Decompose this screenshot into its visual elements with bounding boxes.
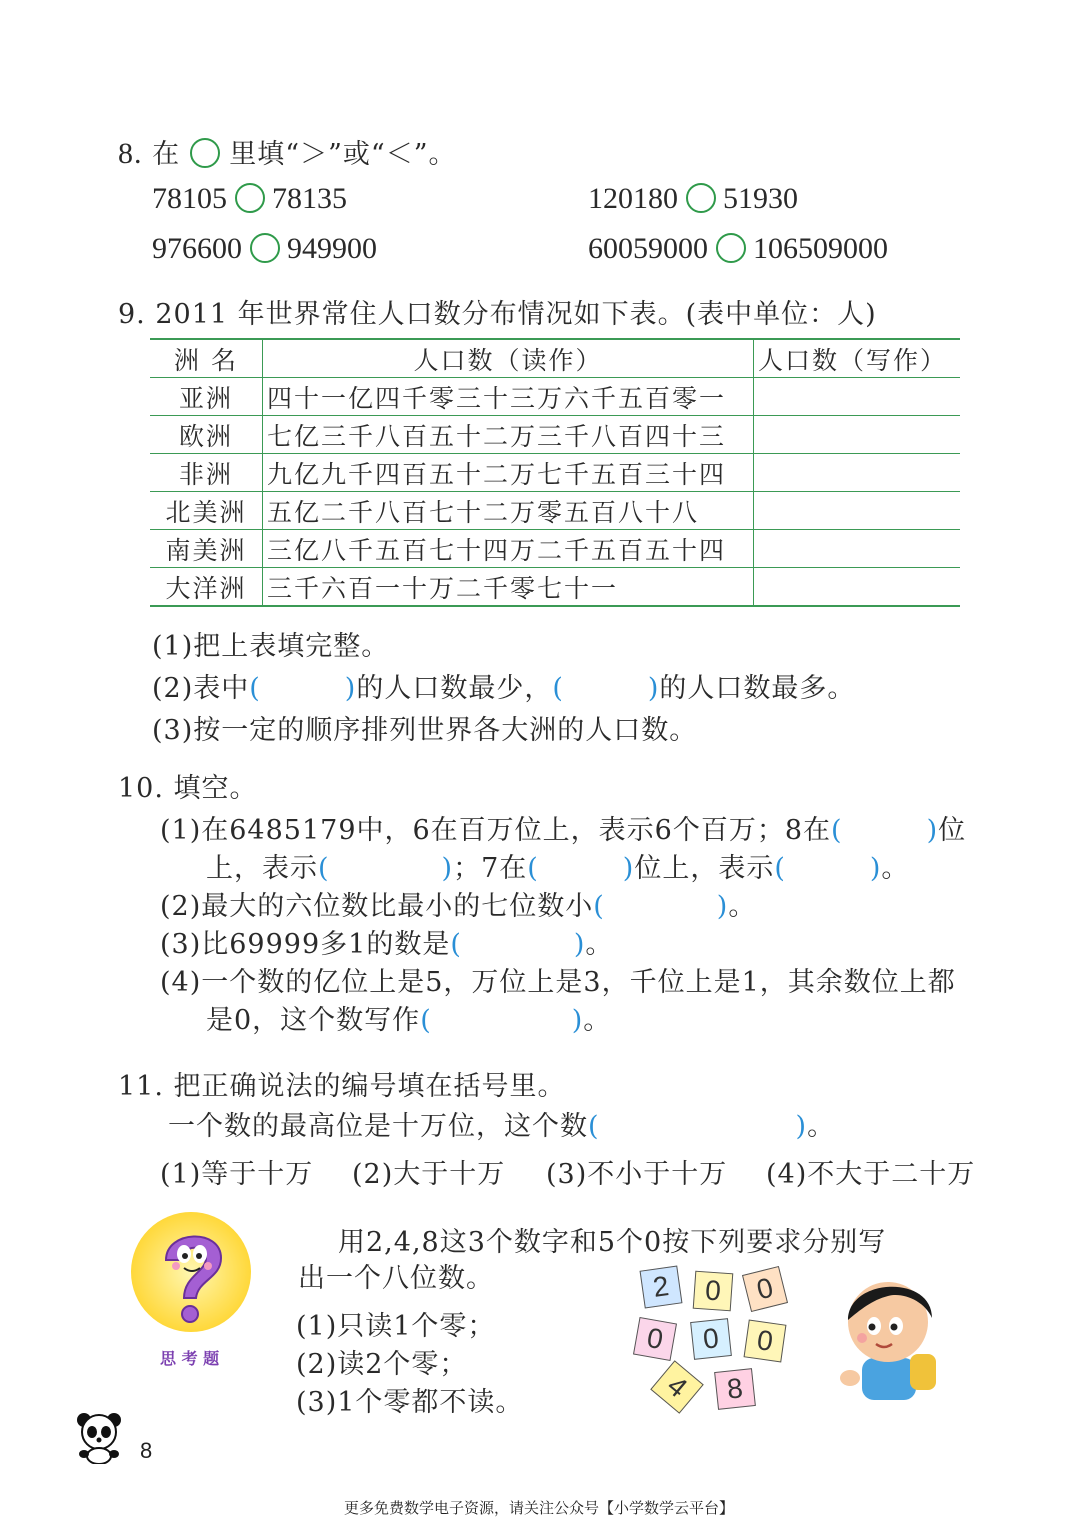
q10-s4-line1: (4)一个数的亿位上是5，万位上是3，千位上是1，其余数位上都 bbox=[160, 967, 956, 998]
q9-sub2-text: 的人口数最多。 bbox=[659, 673, 856, 704]
q10-text: (2)最大的六位数比最小的七位数小 bbox=[160, 891, 594, 922]
compare-circle-icon bbox=[190, 138, 220, 168]
digit-card: 0 bbox=[633, 1317, 677, 1361]
think-line1: 用2,4,8这3个数字和5个0按下列要求分别写 bbox=[338, 1227, 887, 1258]
q9-sub2 bbox=[152, 666, 855, 705]
answer-blank[interactable]: ( ) bbox=[588, 1111, 808, 1142]
q8-left-number: 78105 bbox=[152, 182, 227, 215]
q11-option[interactable]: (3)不小于十万 bbox=[546, 1159, 728, 1190]
page-number: 8 bbox=[140, 1438, 153, 1463]
q10-text: 位 bbox=[938, 815, 967, 846]
q9-title: 9. 2011 年世界常住人口数分布情况如下表。(表中单位：人) bbox=[118, 299, 877, 330]
write-cell[interactable] bbox=[754, 454, 961, 492]
q8-heading-post: 里填“＞”或“＜”。 bbox=[229, 139, 457, 170]
question-mark-mascot-icon bbox=[126, 1210, 256, 1340]
q10-text: 。 bbox=[881, 853, 910, 884]
q10-text: (1)在6485179中，6在百万位上，表示6个百万；8在 bbox=[160, 815, 832, 846]
table-row bbox=[150, 492, 960, 530]
digit-card: 4 bbox=[650, 1360, 704, 1414]
q8-left-number: 60059000 bbox=[588, 232, 708, 265]
continent-cell: 非洲 bbox=[150, 454, 263, 492]
q11-title: 11. 把正确说法的编号填在括号里。 bbox=[118, 1071, 566, 1102]
answer-circle[interactable] bbox=[250, 233, 280, 263]
digit-card: 0 bbox=[742, 1266, 788, 1312]
answer-blank[interactable]: ( ) bbox=[527, 853, 635, 884]
write-cell[interactable] bbox=[754, 416, 961, 454]
answer-blank[interactable]: ( ) bbox=[318, 853, 454, 884]
q8-right-number: 106509000 bbox=[753, 232, 888, 265]
think-item: (3)1个零都不读。 bbox=[296, 1387, 524, 1418]
write-cell[interactable] bbox=[754, 492, 961, 530]
answer-circle[interactable] bbox=[235, 183, 265, 213]
write-cell[interactable] bbox=[754, 378, 961, 416]
q8-left-number: 976600 bbox=[152, 232, 242, 265]
q8-pair bbox=[152, 182, 347, 216]
q8-pair bbox=[588, 232, 888, 266]
q9-sub2-text: (2)表中 bbox=[152, 673, 250, 704]
q10-s1-line2 bbox=[206, 846, 909, 885]
q10-text: 是0，这个数写作 bbox=[206, 1005, 421, 1036]
table-row bbox=[150, 568, 960, 607]
table-header-row bbox=[150, 339, 960, 378]
q8-heading-pre: 在 bbox=[152, 139, 181, 170]
read-cell: 七亿三千八百五十二万三千八百四十三 bbox=[263, 416, 754, 454]
continent-cell: 北美洲 bbox=[150, 492, 263, 530]
answer-blank[interactable]: ( ) bbox=[774, 853, 882, 884]
digit-card: 2 bbox=[640, 1266, 683, 1309]
footer-note: 更多免费数学电子资源，请关注公众号【小学数学云平台】 bbox=[344, 1499, 735, 1517]
table-row bbox=[150, 454, 960, 492]
think-item: (1)只读1个零； bbox=[296, 1311, 496, 1342]
q10-text: (3)比69999多1的数是 bbox=[160, 929, 451, 960]
q8-number: 8. bbox=[118, 137, 143, 170]
continent-cell: 欧洲 bbox=[150, 416, 263, 454]
digit-card: 0 bbox=[744, 1320, 787, 1363]
population-table bbox=[150, 338, 960, 607]
q8-right-number: 51930 bbox=[723, 182, 798, 215]
answer-blank[interactable]: ( ) bbox=[831, 815, 939, 846]
q9-sub2-text: 的人口数最少， bbox=[356, 673, 553, 704]
q10-text: 。 bbox=[728, 891, 757, 922]
q10-text: 。 bbox=[585, 929, 614, 960]
digit-card: 8 bbox=[714, 1368, 756, 1410]
table-row bbox=[150, 378, 960, 416]
header-continent: 洲 名 bbox=[150, 339, 263, 378]
q10-text: 上，表示 bbox=[206, 853, 318, 884]
q8-left-number: 120180 bbox=[588, 182, 678, 215]
q10-title: 10. 填空。 bbox=[118, 773, 258, 804]
answer-blank[interactable]: ( ) bbox=[450, 929, 586, 960]
q11-option[interactable]: (1)等于十万 bbox=[160, 1159, 314, 1190]
read-cell: 五亿二千八百七十二万零五百八十八 bbox=[263, 492, 754, 530]
q11-option[interactable]: (4)不大于二十万 bbox=[766, 1159, 976, 1190]
header-write: 人口数（写作） bbox=[754, 339, 961, 378]
read-cell: 三千六百一十万二千零七十一 bbox=[263, 568, 754, 607]
q9-sub3: (3)按一定的顺序排列世界各大洲的人口数。 bbox=[152, 715, 698, 746]
q11-option[interactable]: (2)大于十万 bbox=[352, 1159, 506, 1190]
q10-text: 。 bbox=[583, 1005, 612, 1036]
q10-s4-line2 bbox=[206, 998, 611, 1037]
answer-blank[interactable]: ( ) bbox=[552, 673, 660, 704]
table-row bbox=[150, 416, 960, 454]
continent-cell: 南美洲 bbox=[150, 530, 263, 568]
read-cell: 四十一亿四千零三十三万六千五百零一 bbox=[263, 378, 754, 416]
q11-text: 。 bbox=[807, 1111, 836, 1142]
q10-s1-line1 bbox=[160, 808, 966, 847]
digit-card: 0 bbox=[690, 1318, 732, 1360]
q8-heading bbox=[118, 132, 457, 171]
q10-s3 bbox=[160, 922, 613, 961]
q10-text: 位上，表示 bbox=[634, 853, 775, 884]
answer-circle[interactable] bbox=[686, 183, 716, 213]
q10-text: ；7在 bbox=[453, 853, 528, 884]
header-read: 人口数（读作） bbox=[263, 339, 754, 378]
think-line2: 出一个八位数。 bbox=[298, 1263, 494, 1294]
write-cell[interactable] bbox=[754, 530, 961, 568]
think-badge: 思 考 题 bbox=[160, 1349, 220, 1368]
continent-cell: 大洋洲 bbox=[150, 568, 263, 607]
read-cell: 九亿九千四百五十二万七千五百三十四 bbox=[263, 454, 754, 492]
q8-right-number: 78135 bbox=[272, 182, 347, 215]
think-item: (2)读2个零； bbox=[296, 1349, 468, 1380]
q9-sub1: (1)把上表填完整。 bbox=[152, 631, 390, 662]
digit-card: 0 bbox=[693, 1271, 734, 1312]
q11-text: 一个数的最高位是十万位，这个数 bbox=[168, 1111, 588, 1142]
continent-cell: 亚洲 bbox=[150, 378, 263, 416]
write-cell[interactable] bbox=[754, 568, 961, 607]
q8-pair bbox=[588, 182, 798, 216]
read-cell: 三亿八千五百七十四万二千五百五十四 bbox=[263, 530, 754, 568]
boy-illustration-icon bbox=[832, 1270, 944, 1406]
answer-blank[interactable]: ( ) bbox=[593, 891, 729, 922]
answer-blank[interactable]: ( ) bbox=[420, 1005, 584, 1036]
q10-s2 bbox=[160, 884, 756, 923]
q8-right-number: 949900 bbox=[287, 232, 377, 265]
q11-stem bbox=[168, 1104, 835, 1143]
table-row bbox=[150, 530, 960, 568]
q8-pair bbox=[152, 232, 377, 266]
panda-icon bbox=[74, 1410, 124, 1464]
answer-blank[interactable]: ( ) bbox=[249, 673, 357, 704]
answer-circle[interactable] bbox=[716, 233, 746, 263]
